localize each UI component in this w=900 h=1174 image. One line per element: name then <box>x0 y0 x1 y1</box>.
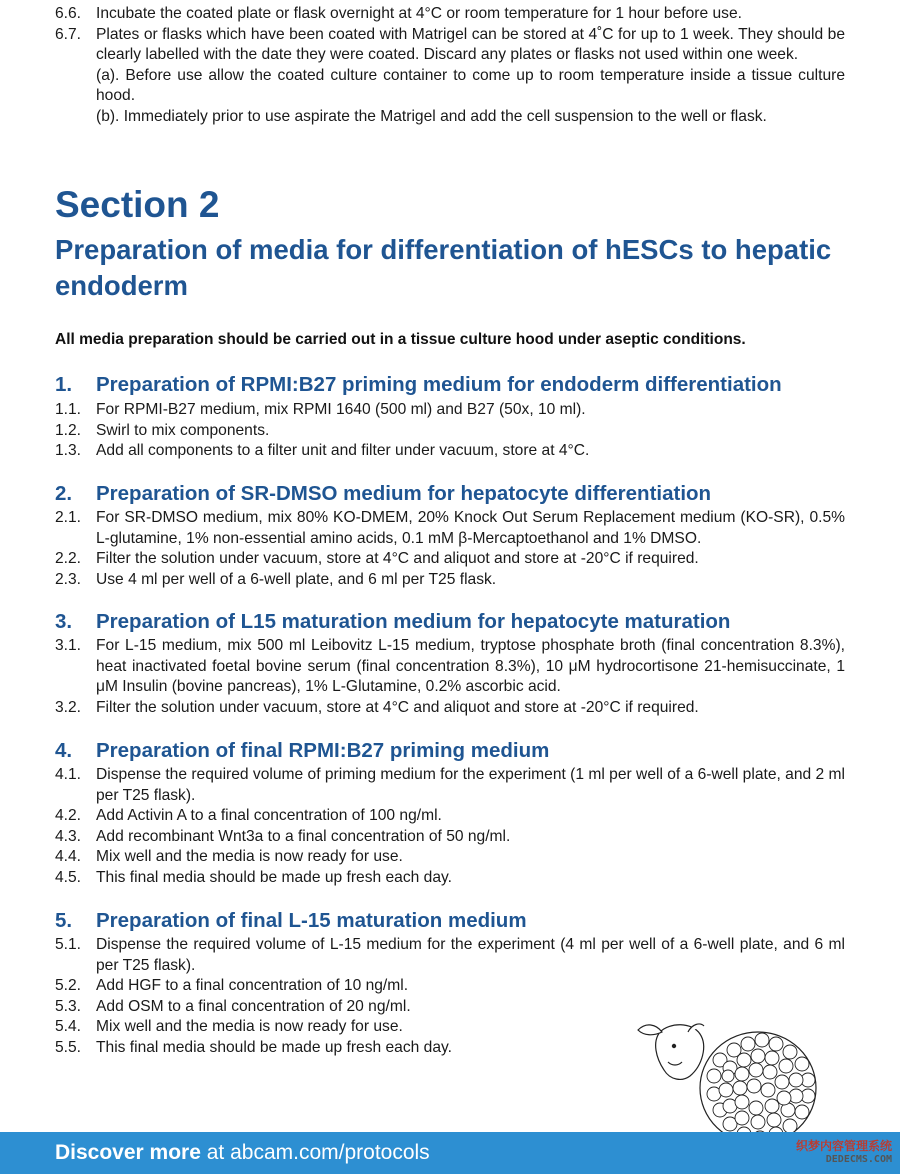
list-item <box>0 976 900 997</box>
subsection-heading-5 <box>55 909 527 933</box>
watermark-line2: DEDECMS.COM <box>825 1154 892 1165</box>
item-number: 4.2. <box>55 807 82 824</box>
subsection-title: Preparation of SR-DMSO medium for hepatocyte differentiation <box>96 482 712 505</box>
subsection-heading-2 <box>55 482 711 506</box>
subsection-heading-4 <box>55 739 549 763</box>
subsection-title: Preparation of L15 maturation medium for hepatocyte maturation <box>96 610 731 633</box>
item-text: This final media should be made up fresh each day. <box>96 1038 452 1056</box>
subsection-heading-1 <box>55 373 782 397</box>
list-item <box>0 698 900 719</box>
section-title: Preparation of media for differentiation of hESCs to hepatic endoderm <box>55 234 832 301</box>
item-number: 3.2. <box>55 698 82 716</box>
item-text: For RPMI-B27 medium, mix RPMI 1640 (500 ml) and B27 (50x, 10 ml). <box>96 401 586 418</box>
item-number: 4.1. <box>55 766 82 783</box>
intro-note: All media preparation should be carried out in a tissue culture hood under aseptic conditions. <box>55 331 746 348</box>
subsection-number: 4. <box>55 739 73 762</box>
item-text: Add HGF to a final concentration of 10 ng/ml. <box>96 977 409 994</box>
list-item <box>0 421 900 442</box>
list-item <box>0 400 900 421</box>
subsection-number: 3. <box>55 610 73 633</box>
list-item <box>0 935 900 976</box>
item-text: Add all components to a filter unit and filter under vacuum, store at 4°C. <box>96 442 590 459</box>
item-text: For L-15 medium, mix 500 ml Leibovitz L-15 medium, tryptose phosphate broth (final concentration 8.3%), heat inactivated foetal bovine serum (final concentration 8.3%), 10 μM hydrocortisone 21-hemisuccinate, 1 μM Insulin (bovine pancreas), 1% L-Glutamine, 0.2% ascorbic acid. <box>96 637 845 695</box>
item-number: 3.1. <box>55 637 82 654</box>
footer-link[interactable] <box>55 1141 430 1165</box>
list-item <box>0 25 900 128</box>
item-number: 4.3. <box>55 827 82 845</box>
subsection-title: Preparation of final L-15 maturation medium <box>96 909 527 932</box>
item-text: Filter the solution under vacuum, store at 4°C and aliquot and store at -20°C if required. <box>96 550 699 567</box>
list-item <box>0 570 900 591</box>
subsection-items-3 <box>0 636 900 718</box>
subsection-heading-3 <box>55 610 730 634</box>
item-number: 4.5. <box>55 868 82 886</box>
subsection-number: 5. <box>55 909 73 932</box>
section-label: Section 2 <box>55 184 220 225</box>
footer-bar <box>0 1132 900 1174</box>
item-text: Incubate the coated plate or flask overnight at 4°C or room temperature for 1 hour before use. <box>96 5 742 22</box>
item-number: 2.3. <box>55 570 82 588</box>
top-items <box>0 4 900 127</box>
list-item <box>0 441 900 462</box>
subsection-number: 1. <box>55 373 73 396</box>
item-text: Swirl to mix components. <box>96 421 270 439</box>
list-item <box>0 827 900 848</box>
item-text: For SR-DMSO medium, mix 80% KO-DMEM, 20% Knock Out Serum Replacement medium (KO-SR), 0.5% L-glutamine, 1% non-essential amino acids, 0.1 mM β-Mercaptoethanol and 1% DMSO. <box>96 509 845 547</box>
subsection-number: 2. <box>55 482 73 505</box>
list-item <box>0 4 900 25</box>
item-text: Add recombinant Wnt3a to a final concentration of 50 ng/ml. <box>96 827 511 845</box>
sub-item-b: (b). Immediately prior to use aspirate the Matrigel and add the cell suspension to the well or flask. <box>96 107 767 125</box>
item-number: 2.1. <box>55 509 82 526</box>
list-item <box>0 847 900 868</box>
item-number: 1.2. <box>55 421 82 439</box>
item-number: 6.6. <box>55 5 82 22</box>
item-number: 5.3. <box>55 997 82 1015</box>
footer-url: at abcam.com/protocols <box>200 1141 430 1164</box>
item-text: Mix well and the media is now ready for use. <box>96 1018 403 1035</box>
item-text: This final media should be made up fresh each day. <box>96 868 452 886</box>
watermark-line1: 织梦内容管理系统 <box>795 1139 892 1153</box>
item-text: Filter the solution under vacuum, store at 4°C and aliquot and store at -20°C if required. <box>96 698 699 716</box>
item-number: 1.1. <box>55 401 82 418</box>
subsection-title: Preparation of RPMI:B27 priming medium for endoderm differentiation <box>96 373 782 396</box>
item-text: Mix well and the media is now ready for use. <box>96 848 403 865</box>
item-number: 5.5. <box>55 1038 82 1056</box>
list-item <box>0 549 900 570</box>
watermark <box>796 1140 892 1166</box>
item-text: Use 4 ml per well of a 6-well plate, and 6 ml per T25 flask. <box>96 570 497 588</box>
item-text: Dispense the required volume of L-15 medium for the experiment (4 ml per well of a 6-well plate, and 6 ml per T25 flask). <box>96 936 845 974</box>
item-number: 5.1. <box>55 936 82 953</box>
item-number: 6.7. <box>55 25 82 43</box>
footer-bold: Discover more <box>55 1141 201 1164</box>
subsection-items-1 <box>0 400 900 462</box>
subsection-items-2 <box>0 508 900 590</box>
sub-item-a: (a). Before use allow the coated culture container to come up to room temperature inside a tissue culture hood. <box>96 66 845 104</box>
list-item <box>0 868 900 889</box>
item-number: 5.2. <box>55 977 82 994</box>
item-text: Add Activin A to a final concentration of 100 ng/ml. <box>96 807 442 824</box>
list-item <box>0 765 900 806</box>
item-number: 1.3. <box>55 442 82 459</box>
list-item <box>0 806 900 827</box>
item-number: 5.4. <box>55 1018 82 1035</box>
item-text: Dispense the required volume of priming medium for the experiment (1 ml per well of a 6-well plate, and 2 ml per T25 flask). <box>96 766 845 804</box>
subsection-title: Preparation of final RPMI:B27 priming medium <box>96 739 550 762</box>
list-item <box>0 636 900 698</box>
list-item <box>0 508 900 549</box>
item-number: 2.2. <box>55 550 82 567</box>
item-text: Plates or flasks which have been coated with Matrigel can be stored at 4˚C for up to 1 week. They should be clearly labelled with the date they were coated. Discard any plates or flasks not used within one week. <box>96 25 845 63</box>
item-text: Add OSM to a final concentration of 20 ng/ml. <box>96 997 411 1015</box>
item-number: 4.4. <box>55 848 82 865</box>
subsection-items-4 <box>0 765 900 888</box>
